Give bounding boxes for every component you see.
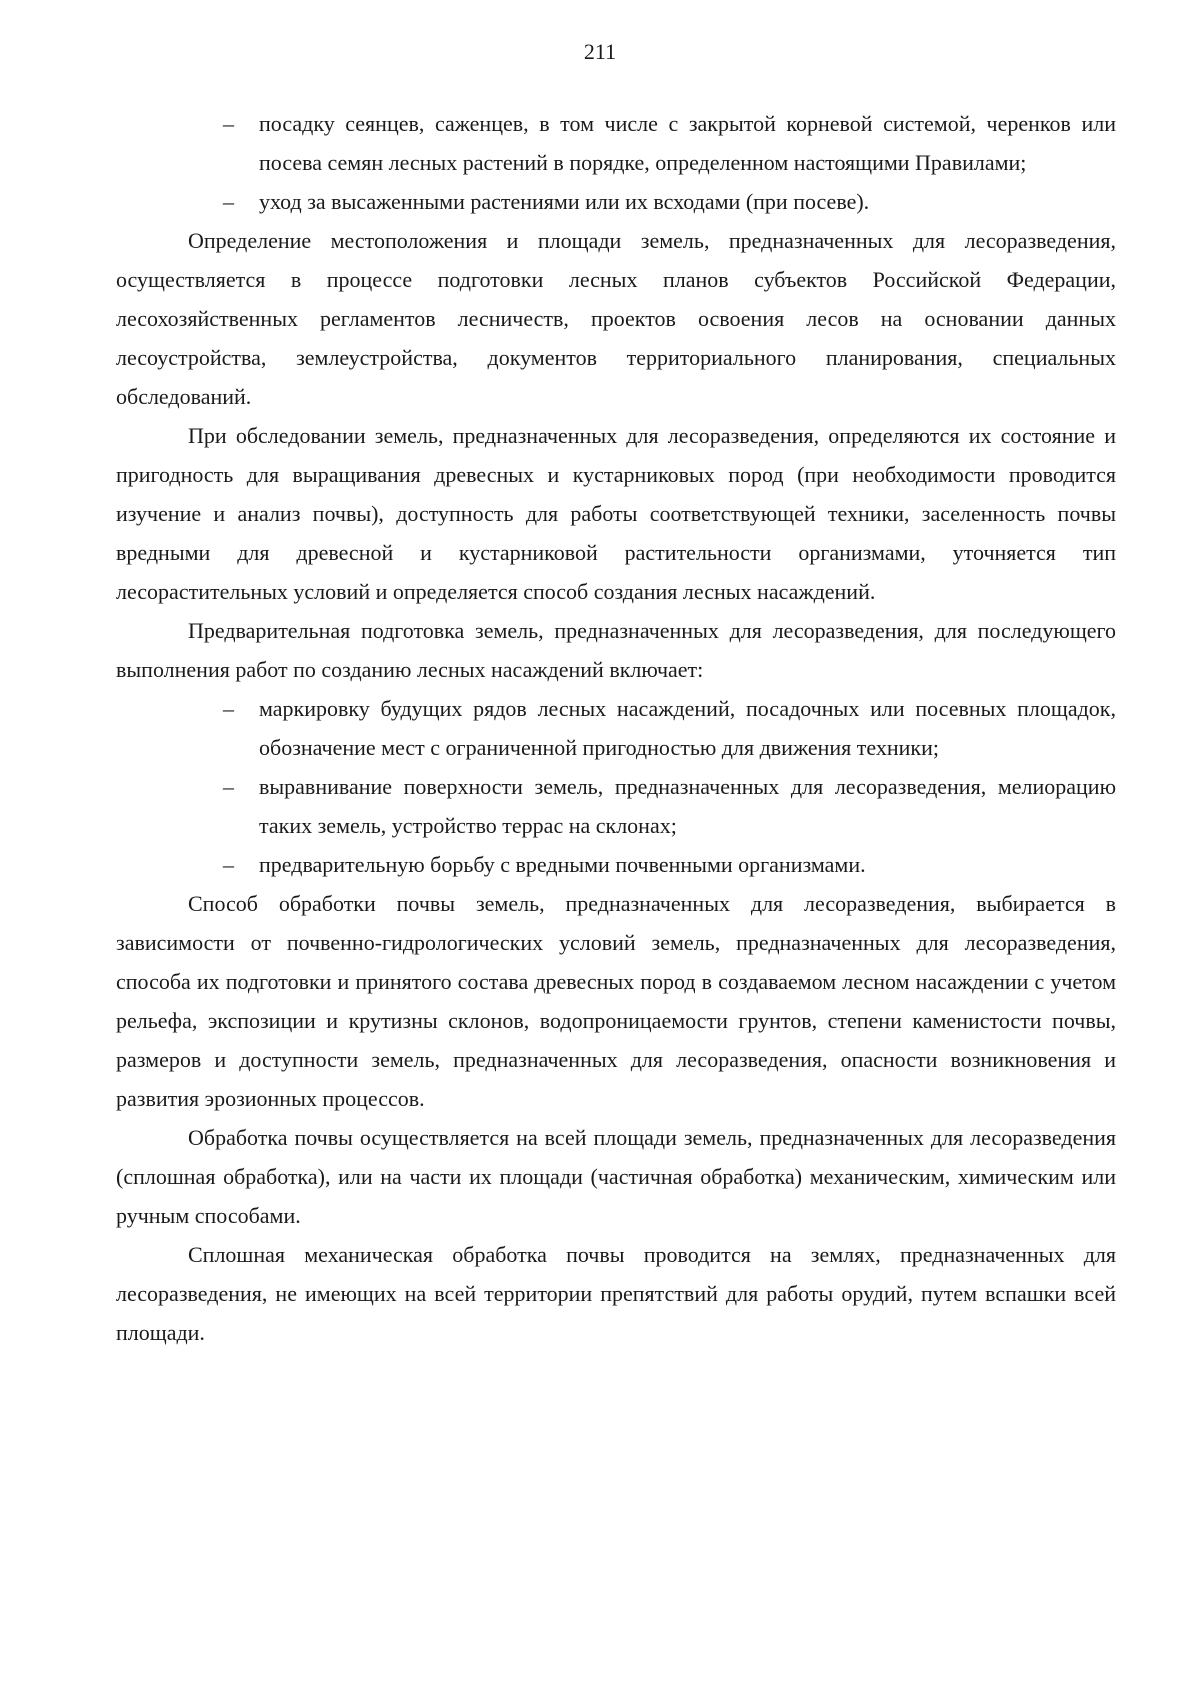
list-item-text: маркировку будущих рядов лесных насаждений, посадочных или посевных площадок, обозначение мест с ограниченной пригодностью для движения техники; [259, 696, 1116, 760]
page-number: 211 [583, 39, 617, 64]
dash-marker: – [223, 111, 234, 136]
bullet-list-planting [116, 104, 1116, 221]
paragraph-location-definition: Определение местоположения и площади земель, предназначенных для лесоразведения, осуществляется в процессе подготовки лесных планов субъектов Российской Федерации, лесохозяйственных регламентов лесничеств, проектов освоения лесов на основании данных лесоустройства, землеустройства, документов территориального планирования, специальных обследований. [116, 228, 1116, 409]
paragraph-soil-treatment-method: Способ обработки почвы земель, предназначенных для лесоразведения, выбирается в зависимости от почвенно-гидрологических условий земель, предназначенных для лесоразведения, способа их подготовки и принятого состава древесных пород в создаваемом лесном насаждении с учетом рельефа, экспозиции и крутизны склонов, водопроницаемости грунтов, степени каменистости почвы, размеров и доступности земель, предназначенных для лесоразведения, опасности возникновения и развития эрозионных процессов. [116, 891, 1116, 1111]
dash-marker: – [223, 696, 234, 721]
page-content [116, 104, 1116, 1352]
paragraph-land-survey: При обследовании земель, предназначенных для лесоразведения, определяются их состояние и пригодность для выращивания древесных и кустарниковых пород (при необходимости проводится изучение и анализ почвы), доступность для работы соответствующей техники, заселенность почвы вредными для древесной и кустарниковой растительности организмами, уточняется тип лесорастительных условий и определяется способ создания лесных насаждений. [116, 423, 1116, 604]
list-item [116, 767, 1116, 845]
dash-marker: – [223, 189, 234, 214]
list-item [116, 689, 1116, 767]
bullet-list-preparation [116, 689, 1116, 884]
list-item-text: уход за высаженными растениями или их всходами (при посеве). [259, 189, 870, 214]
list-item-text: предварительную борьбу с вредными почвенными организмами. [259, 852, 866, 877]
list-item [116, 182, 1116, 221]
list-item-text: выравнивание поверхности земель, предназначенных для лесоразведения, мелиорацию таких земель, устройство террас на склонах; [259, 774, 1116, 838]
paragraph-soil-treatment-area: Обработка почвы осуществляется на всей площади земель, предназначенных для лесоразведения (сплошная обработка), или на части их площади (частичная обработка) механическим, химическим или ручным способами. [116, 1125, 1116, 1228]
dash-marker: – [223, 852, 234, 877]
list-item-text: посадку сеянцев, саженцев, в том числе с закрытой корневой системой, черенков или посева семян лесных растений в порядке, определенном настоящими Правилами; [259, 111, 1116, 175]
dash-marker: – [223, 774, 234, 799]
list-item [116, 104, 1116, 182]
paragraph-preliminary-preparation: Предварительная подготовка земель, предназначенных для лесоразведения, для последующего выполнения работ по созданию лесных насаждений включает: [116, 618, 1116, 682]
list-item [116, 845, 1116, 884]
paragraph-mechanical-treatment: Сплошная механическая обработка почвы проводится на землях, предназначенных для лесоразведения, не имеющих на всей территории препятствий для работы орудий, путем вспашки всей площади. [116, 1242, 1116, 1345]
